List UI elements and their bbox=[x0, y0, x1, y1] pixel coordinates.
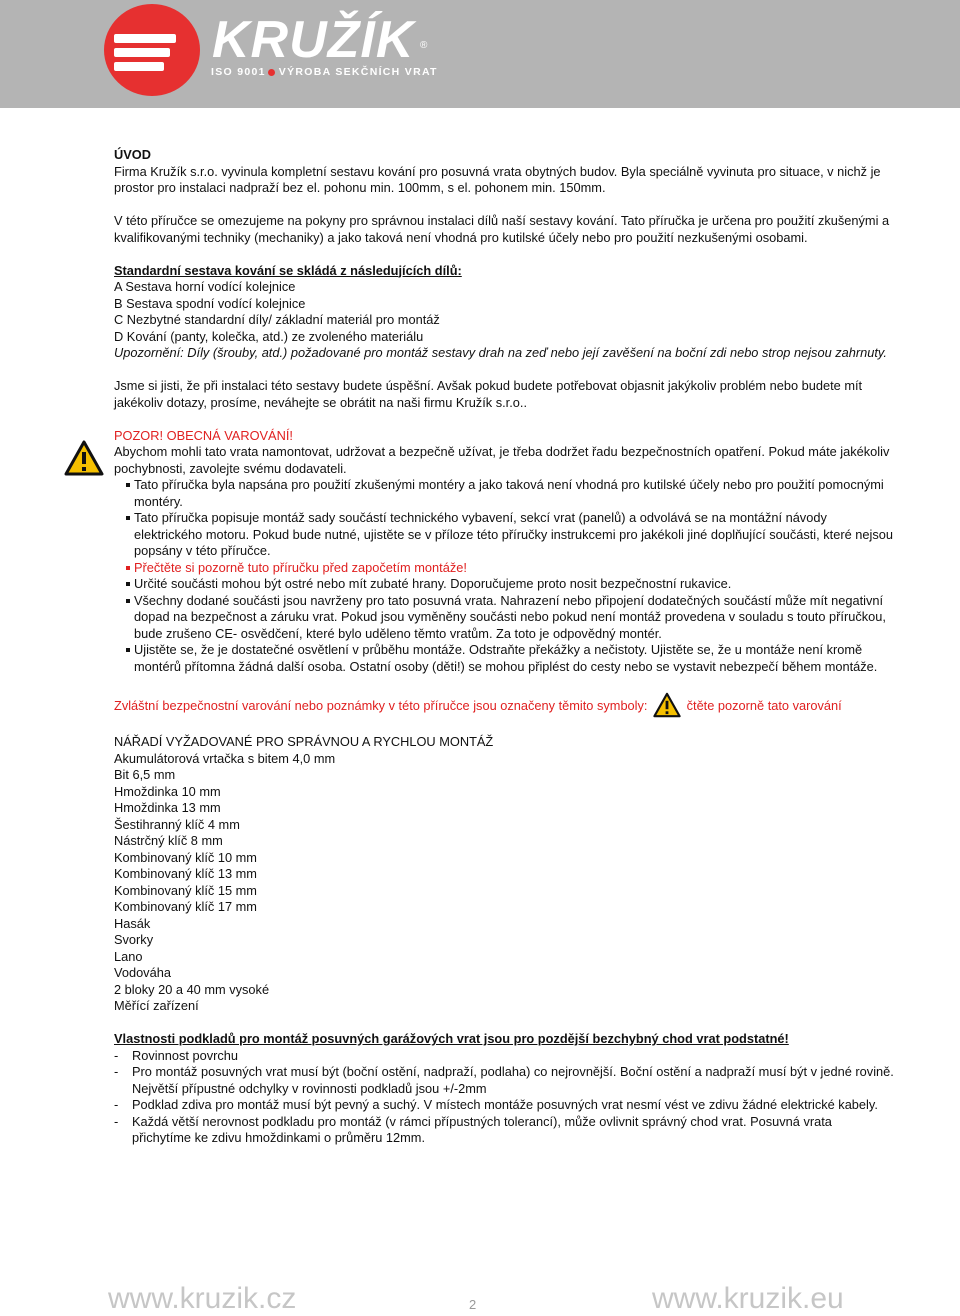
tool-item: Kombinovaný klíč 17 mm bbox=[114, 899, 257, 914]
warning-triangle-icon bbox=[64, 440, 104, 476]
iso-label: ISO 9001 bbox=[211, 66, 266, 78]
page-number: 2 bbox=[469, 1297, 477, 1312]
tool-item: Kombinovaný klíč 13 mm bbox=[114, 866, 257, 881]
tools-heading: NÁŘADÍ VYŽADOVANÉ PRO SPRÁVNOU A RYCHLOU MONTÁŽ bbox=[114, 734, 494, 749]
document-body bbox=[114, 147, 894, 1147]
warning-item: Tato příručka byla napsána pro použití zkušenými montéry a jako taková není vhodná pro kutilské účely nebo pro použití pomocnými montéry. bbox=[114, 477, 894, 510]
set-note: Upozornění: Díly (šrouby, atd.) požadované pro montáž sestavy drah na zeď nebo její zavěšení na boční zdi nebo strop nejsou zahrnuty. bbox=[114, 345, 887, 360]
tool-item: Nástrčný klíč 8 mm bbox=[114, 833, 223, 848]
base-item: - Rovinnost povrchu bbox=[114, 1047, 238, 1063]
tool-item: Kombinovaný klíč 15 mm bbox=[114, 882, 257, 898]
warning-heading: POZOR! OBECNÁ VAROVÁNÍ! bbox=[114, 427, 293, 443]
base-list bbox=[114, 1048, 894, 1147]
set-item-c: C Nezbytné standardní díly/ základní materiál pro montáž bbox=[114, 312, 440, 327]
tools-list bbox=[114, 751, 894, 1015]
registered-mark: ® bbox=[420, 40, 428, 51]
warning-symbol-icon bbox=[653, 692, 681, 718]
base-item: - Pro montáž posuvných vrat musí být (boční ostění, nadpraží, podlaha) co nejrovnější. Boční ostění a nadpraží musí být v jedné rovině. Největší přípustné odchylky v rovinnosti podkladů jsou +/-2mm bbox=[114, 1064, 894, 1096]
footer-url-eu[interactable]: www.kruzik.eu bbox=[652, 1282, 844, 1315]
page-header bbox=[0, 0, 960, 108]
set-heading: Standardní sestava kování se skládá z následujících dílů: bbox=[114, 262, 462, 278]
tool-item: Lano bbox=[114, 948, 143, 964]
footer-url-cz[interactable]: www.kruzik.cz bbox=[108, 1282, 297, 1315]
tool-item: Měřící zařízení bbox=[114, 998, 199, 1013]
base-item: - Každá větší nerovnost podkladu pro montáž (v rámci přípustných tolerancí), může ovlivnit správný chod vrat. Posuvná vrata přichytíme ke zdivu hmoždinkami o průměru 12mm. bbox=[114, 1113, 832, 1145]
set-item-d: D Kování (panty, kolečka, atd.) ze zvoleného materiálu bbox=[114, 328, 424, 344]
base-heading: Vlastnosti podkladů pro montáž posuvných garážových vrat jsou pro pozdější bezchybný chod vrat podstatné! bbox=[114, 1031, 789, 1046]
warning-list bbox=[114, 477, 894, 675]
logo-tagline bbox=[211, 66, 438, 78]
intro-paragraph-2: V této příručce se omezujeme na pokyny pro správnou instalaci dílů naší sestavy kování. Tato příručka je určena pro použití zkušenými a kvalifikovanými techniky (mechaniky) a jako taková není vhodná pro kutilské účely nebo pro použití nezkušenými osobami. bbox=[114, 213, 890, 245]
tool-item: Kombinovaný klíč 10 mm bbox=[114, 849, 257, 865]
set-item-b: B Sestava spodní vodící kolejnice bbox=[114, 295, 306, 311]
confidence-paragraph: Jsme si jisti, že při instalaci této sestavy budete úspěšní. Avšak pokud budete potřebovat objasnit jakýkoliv problém nebo budete mít jakékoliv dotazy, prosíme, neváhejte se obrátit na naši firmu Kružík s.r.o.. bbox=[114, 378, 863, 410]
intro-heading: ÚVOD bbox=[114, 147, 151, 162]
warning-item: Všechny dodané součásti jsou navrženy pro tato posuvná vrata. Nahrazení nebo připojení dodatečných součástí může mít negativní dopad na bezpečnost a záruku vrat. Pokud jsou vyměněny součásti nebo pokud není montáž provedena v souladu s touto příručkou, bude zrušeno CE- osvědčení, které bylo uděleno těmto vratům. Za toto je odpovědný montér. bbox=[114, 593, 894, 643]
logo-emblem bbox=[104, 4, 200, 96]
tool-item: Vodováha bbox=[114, 965, 171, 980]
tool-item: Šestihranný klíč 4 mm bbox=[114, 816, 240, 832]
tool-item: Bit 6,5 mm bbox=[114, 767, 176, 782]
warning-intro: Abychom mohli tato vrata namontovat, udržovat a bezpečně užívat, je třeba dodržet řadu bezpečnostních opatření. Pokud máte jakékoliv pochybnosti, zavolejte svému dodavateli. bbox=[114, 444, 890, 476]
set-item-a: A Sestava horní vodící kolejnice bbox=[114, 279, 296, 294]
warning-item: Ujistěte se, že je dostatečné osvětlení v průběhu montáže. Odstraňte překážky a nečistoty. Ujistěte se, že u montáže není kromě montérů přítomna žádná další osoba. Ostatní osoby (děti!) se mohou připlést do cesty nebo se vystavit nebezpečí během montáže. bbox=[114, 642, 894, 675]
warning-item: Určité součásti mohou být ostré nebo mít zubaté hrany. Doporučujeme proto nosit bezpečnostní rukavice. bbox=[114, 576, 894, 593]
tool-item: Hmoždinka 13 mm bbox=[114, 800, 221, 815]
warning-item: Tato příručka popisuje montáž sady součástí technického vybavení, sekcí vrat (panelů) a odvolává se na montážní návody elektrického motoru. Pokud bude nutné, ujistěte se v příloze této příručky instrukcemi pro jakékoli jiné doplňující součásti, které nejsou popsány v této příručce. bbox=[114, 510, 894, 560]
logo-wordmark: KRUŽÍK bbox=[212, 11, 415, 69]
tool-item: Svorky bbox=[114, 932, 154, 947]
warning-item-red: Přečtěte si pozorně tuto příručku před započetím montáže! bbox=[114, 560, 894, 577]
tool-item: Akumulátorová vrtačka s bitem 4,0 mm bbox=[114, 750, 336, 766]
special-warning-note: Zvláštní bezpečnostní varování nebo poznámky v této příručce jsou označeny těmito symboly: čtěte pozorně tato varování bbox=[114, 692, 894, 718]
tagline-text: VÝROBA SEKČNÍCH VRAT bbox=[278, 66, 438, 78]
tool-item: 2 bloky 20 a 40 mm vysoké bbox=[114, 981, 270, 997]
intro-paragraph-1: Firma Kružík s.r.o. vyvinula kompletní sestavu kování pro posuvná vrata obytných budov. Byla speciálně vyvinuta pro situace, v nichž je prostor pro instalaci nadpraží bez el. pohonu min. 100mm, s el. pohonem min. 150mm. bbox=[114, 163, 881, 195]
page-footer bbox=[0, 1282, 960, 1314]
base-item: - Podklad zdiva pro montáž musí být pevný a suchý. V místech montáže posuvných vrat nesmí vést ve zdivu žádné elektrické kabely. bbox=[114, 1097, 878, 1112]
tool-item: Hasák bbox=[114, 915, 151, 931]
tool-item: Hmoždinka 10 mm bbox=[114, 783, 221, 799]
tagline-dot-icon bbox=[268, 69, 275, 76]
